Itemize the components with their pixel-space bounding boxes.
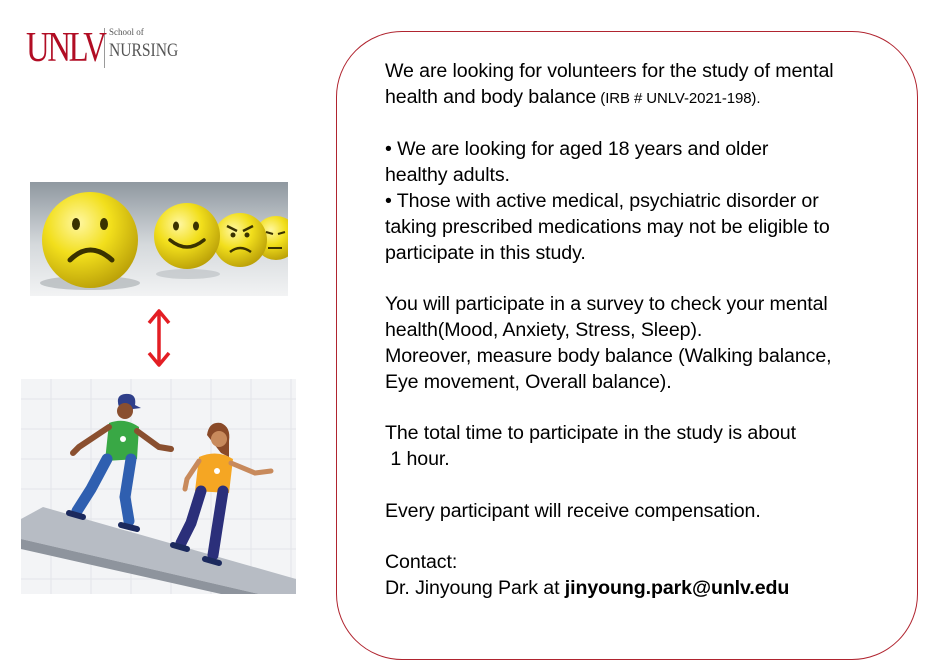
contact-label: Contact: (385, 551, 458, 574)
time-line-2: 1 hour. (385, 447, 450, 470)
unlv-nursing-logo (26, 25, 193, 72)
time-line-1: The total time to participate in the study is about (385, 422, 796, 445)
contact-email-link[interactable]: jinyoung.park@unlv.edu (564, 576, 790, 599)
bullet-2-line-1: • Those with active medical, psychiatric disorder or (385, 189, 819, 212)
logo-brand: UNLV (26, 25, 105, 71)
emoji-faces-image (30, 182, 288, 296)
survey-line-3: Moreover, measure body balance (Walking balance, (385, 344, 832, 367)
compensation-text: Every participant will receive compensation. (385, 499, 761, 522)
irb-number: (IRB # UNLV-2021-198). (596, 89, 761, 107)
intro-line-2 (385, 85, 905, 112)
logo-nursing-text: NURSING (109, 40, 179, 61)
contact-name: Dr. Jinyoung Park at (385, 576, 565, 599)
bullet-1-line-1: • We are looking for aged 18 years and older (385, 138, 769, 161)
double-headed-arrow-icon (143, 307, 175, 369)
bullet-2-line-3: participate in this study. (385, 241, 586, 264)
logo-subtitle (109, 28, 193, 60)
survey-line-4: Eye movement, Overall balance). (385, 370, 672, 393)
survey-line-1: You will participate in a survey to check your mental (385, 293, 828, 316)
survey-line-2: health(Mood, Anxiety, Stress, Sleep). (385, 318, 703, 341)
intro-line-1: We are looking for volunteers for the study of mental (385, 60, 834, 82)
contact-line (385, 576, 905, 602)
logo-school-text: School of (109, 27, 144, 37)
people-walking-balance-image (21, 379, 296, 594)
intro-line-2-text: health and body balance (385, 85, 597, 108)
bullet-2-line-2: taking prescribed medications may not be eligible to (385, 215, 830, 238)
info-card-text (385, 59, 905, 602)
bullet-1-line-2: healthy adults. (385, 164, 510, 187)
